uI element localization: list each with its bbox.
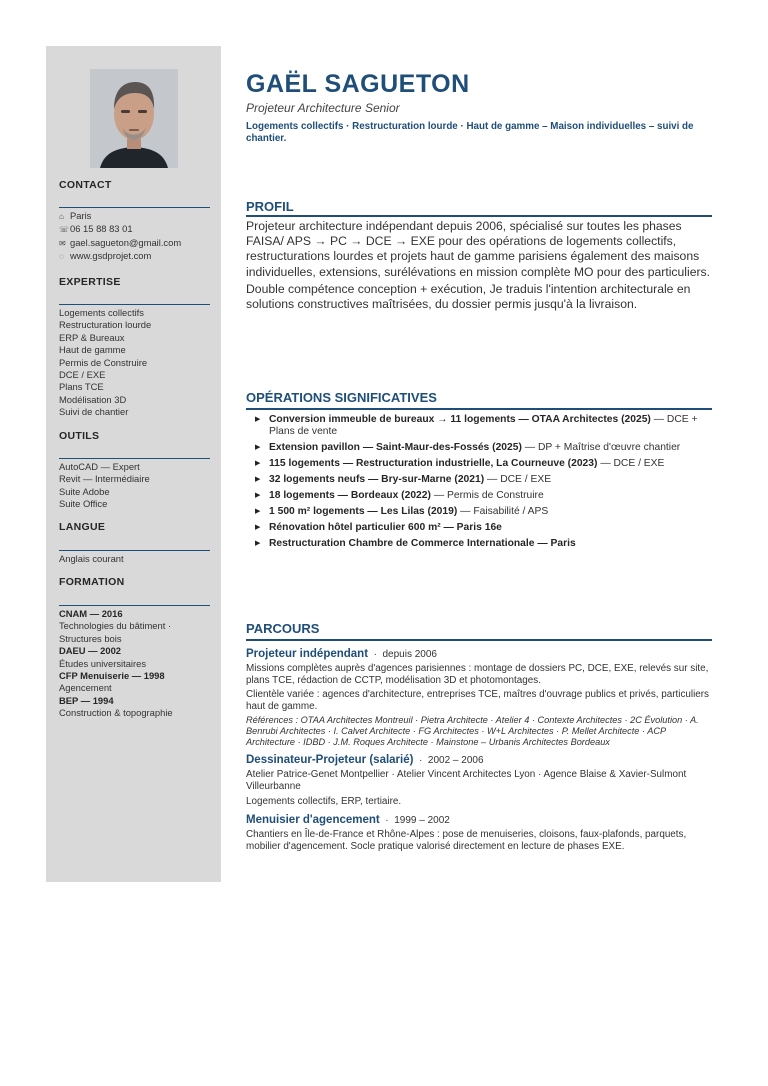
- operation-item: [246, 474, 712, 486]
- job-role: Projeteur indépendant: [246, 648, 369, 660]
- expertise-item: Plans TCE: [59, 381, 104, 393]
- job-header: [246, 647, 712, 662]
- profile-paragraph: Double compétence conception + exécution, Je traduis l'intention architecturale en solutions constructives maîtrisées, du dossier permis jusqu'à la livraison.: [246, 281, 691, 312]
- operation-main: 1 500 m² logements — Les Lilas (2019): [269, 506, 458, 518]
- job-description: Atelier Patrice-Genet Montpellier · Atelier Vincent Architectes Lyon · Agence Blaise & Xavier-Sulmont Villeurbanne: [246, 769, 687, 792]
- operation-sep: —: [430, 490, 447, 502]
- contact-email[interactable]: [59, 237, 210, 250]
- tool-item: Revit — Intermédiaire: [59, 473, 150, 485]
- profile-title: PROFIL: [246, 199, 294, 214]
- contact-location-text: Paris: [70, 210, 92, 221]
- job-header: [246, 753, 712, 768]
- job-description: Logements collectifs, ERP, tertiaire.: [246, 795, 402, 807]
- operations-section: [246, 390, 712, 554]
- operation-item: [246, 458, 712, 470]
- tools-section: [59, 430, 210, 511]
- operation-sep: —: [650, 414, 667, 425]
- triangle-bullet-icon: ▶: [255, 416, 261, 423]
- education-title: FORMATION: [59, 576, 125, 588]
- job-period: 2002 – 2006: [427, 755, 484, 767]
- tool-item: AutoCAD — Expert: [59, 461, 140, 472]
- education-desc: Construction & topographie: [59, 707, 173, 719]
- expertise-section: [59, 276, 210, 419]
- expertise-item: Logements collectifs: [59, 307, 144, 318]
- triangle-bullet-icon: ▶: [255, 460, 261, 468]
- job-description: Clientèle variée : agences d'architecture, entreprises TCE, maîtres d'ouvrage publics et privés, particuliers haut de gamme.: [246, 689, 709, 712]
- contact-title: CONTACT: [59, 179, 112, 191]
- operations-title: OPÉRATIONS SIGNIFICATIVES: [246, 390, 437, 405]
- job-entry: [246, 753, 712, 807]
- profile-divider: [246, 215, 712, 217]
- job-separator: ·: [368, 649, 383, 660]
- contact-email-text[interactable]: gael.sagueton@gmail.com: [70, 236, 182, 248]
- operation-detail: DCE / EXE: [613, 458, 665, 470]
- education-section: [59, 576, 210, 720]
- contact-location: [59, 210, 210, 223]
- expertise-item: ERP & Bureaux: [59, 331, 125, 343]
- language-title: LANGUE: [59, 521, 106, 533]
- contact-phone: [59, 223, 210, 236]
- person-name: GAËL SAGUETON: [246, 70, 470, 98]
- operation-sep: —: [597, 458, 614, 470]
- operation-sep: —: [484, 474, 501, 486]
- job-references: Références : OTAA Architectes Montreuil · Pietra Architecte · Atelier 4 · Contexte Architectes · 2C Évolution · A. Benrubi Architectes · I. Calvet Architecte · FG Architectes · W+L Architectes · P. Mellet Architecte · ACP Architecture · IDBD · J.M. Roques Architecte · Mainstone – Urbanis Architectes Bordeaux: [246, 715, 699, 748]
- location-icon: ⌂: [59, 212, 64, 221]
- operation-sep: —: [457, 506, 474, 518]
- tools-title: OUTILS: [59, 430, 100, 442]
- job-separator: ·: [413, 755, 428, 767]
- contact-website-text[interactable]: www.gsdprojet.com: [70, 250, 152, 262]
- operation-detail: Faisabilité / APS: [473, 506, 549, 518]
- expertise-list: [59, 307, 210, 419]
- expertise-item: DCE / EXE: [59, 369, 106, 381]
- triangle-bullet-icon: ▶: [255, 540, 261, 548]
- operation-main: Restructuration Chambre de Commerce Internationale — Paris: [269, 538, 576, 550]
- job-entry: [246, 647, 712, 748]
- triangle-bullet-icon: ▶: [255, 492, 261, 500]
- operation-item: [246, 522, 712, 534]
- contact-phone-text: 06 15 88 83 01: [70, 223, 133, 235]
- job-separator: ·: [379, 815, 395, 827]
- career-title: PARCOURS: [246, 621, 320, 636]
- triangle-bullet-icon: ▶: [255, 524, 261, 532]
- contact-website[interactable]: [59, 250, 210, 263]
- education-desc: Études universitaires: [59, 657, 147, 669]
- job-role: Dessinateur-Projeteur (salarié): [246, 754, 414, 767]
- education-divider: [59, 605, 210, 606]
- operation-item: [246, 506, 712, 518]
- triangle-bullet-icon: ▶: [255, 444, 261, 452]
- career-divider: [246, 639, 712, 641]
- operation-detail: DP + Maîtrise d'œuvre chantier: [537, 442, 681, 454]
- operation-detail: DCE + Plans de vente: [269, 414, 698, 438]
- job-period: 1999 – 2002: [394, 815, 450, 827]
- expertise-item: Permis de Construire: [59, 356, 148, 368]
- operation-main: Conversion immeuble de bureaux → 11 logements — OTAA Architectes (2025): [269, 414, 651, 425]
- education-desc: Structures bois: [59, 632, 122, 644]
- tool-item: Suite Adobe: [59, 485, 110, 497]
- tools-list: [59, 461, 210, 511]
- header: [246, 70, 712, 145]
- language-list: [59, 553, 210, 565]
- profile-paragraph: Projeteur architecture indépendant depuis 2006, spécialisé sur toutes les phases FAISA/ APS → PC → DCE → EXE pour des opérations de logements collectifs, restructurations lourdes et projets haut de gamme parisiens également des maisons individuelles, extensions, surélévations en mission complète MO pour des particuliers.: [246, 219, 711, 279]
- operation-main: Rénovation hôtel particulier 600 m² — Paris 16e: [269, 522, 502, 534]
- profile-photo: [90, 69, 178, 168]
- job-role: Menuisier d'agencement: [246, 814, 380, 827]
- operation-detail: Permis de Construire: [446, 490, 544, 502]
- triangle-bullet-icon: ▶: [255, 476, 261, 484]
- phone-icon: ☏: [59, 225, 70, 235]
- education-list: [59, 608, 210, 720]
- job-title: Projeteur Architecture Senior: [246, 101, 400, 115]
- operation-item: [246, 538, 712, 550]
- education-degree: DAEU — 2002: [59, 645, 122, 657]
- operation-main: Extension pavillon — Saint-Maur-des-Fossés (2025): [269, 442, 522, 454]
- operations-list: [246, 414, 712, 551]
- operation-main: 115 logements — Restructuration industrielle, La Courneuve (2023): [269, 458, 598, 470]
- career-section: [246, 621, 712, 852]
- operation-item: [246, 414, 712, 439]
- expertise-item: Suivi de chantier: [59, 406, 129, 418]
- education-degree: CNAM — 2016: [59, 608, 123, 619]
- operation-sep: —: [521, 442, 538, 454]
- contact-section: [59, 179, 210, 264]
- operation-item: [246, 442, 712, 454]
- expertise-item: Modélisation 3D: [59, 393, 127, 405]
- education-degree: CFP Menuiserie — 1998: [59, 670, 165, 682]
- education-degree: BEP — 1994: [59, 694, 114, 706]
- operation-main: 18 logements — Bordeaux (2022): [269, 490, 431, 502]
- expertise-divider: [59, 304, 210, 305]
- expertise-title: EXPERTISE: [59, 276, 121, 288]
- contact-list: [59, 210, 210, 264]
- contact-divider: [59, 207, 210, 208]
- expertise-item: Haut de gamme: [59, 344, 126, 356]
- operation-main: 32 logements neufs — Bry-sur-Marne (2021): [269, 474, 485, 486]
- education-desc: Agencement: [59, 682, 112, 694]
- operations-divider: [246, 408, 712, 410]
- education-desc: Technologies du bâtiment ·: [59, 620, 172, 632]
- job-description: Missions complètes auprès d'agences parisiennes : montage de dossiers PC, DCE, EXE, relevés sur site, plans TCE, rédaction de CCTP, modélisation 3D et photomontages.: [246, 663, 709, 686]
- triangle-bullet-icon: ▶: [255, 508, 261, 516]
- tool-item: Suite Office: [59, 498, 108, 510]
- expertise-item: Restructuration lourde: [59, 319, 152, 331]
- job-header: [246, 813, 712, 828]
- mail-icon: ✉: [59, 238, 66, 248]
- job-description: Chantiers en Île-de-France et Rhône-Alpes : pose de menuiseries, cloisons, faux-plafonds, parquets, mobilier d'agencement. Socle pratique valorisé directement en lecture de phases EXE.: [246, 829, 687, 852]
- profile-section: [246, 199, 712, 312]
- operation-detail: DCE / EXE: [500, 474, 552, 486]
- job-entry: [246, 813, 712, 852]
- language-section: [59, 521, 210, 565]
- specialty-tags: Logements collectifs · Restructuration lourde · Haut de gamme – Maison individuelles – suivi de chantier.: [246, 121, 694, 144]
- operation-item: [246, 490, 712, 502]
- language-divider: [59, 550, 210, 551]
- job-period: depuis 2006: [382, 649, 437, 660]
- tools-divider: [59, 458, 210, 459]
- language-item: Anglais courant: [59, 553, 124, 564]
- web-icon: ◌: [59, 252, 64, 262]
